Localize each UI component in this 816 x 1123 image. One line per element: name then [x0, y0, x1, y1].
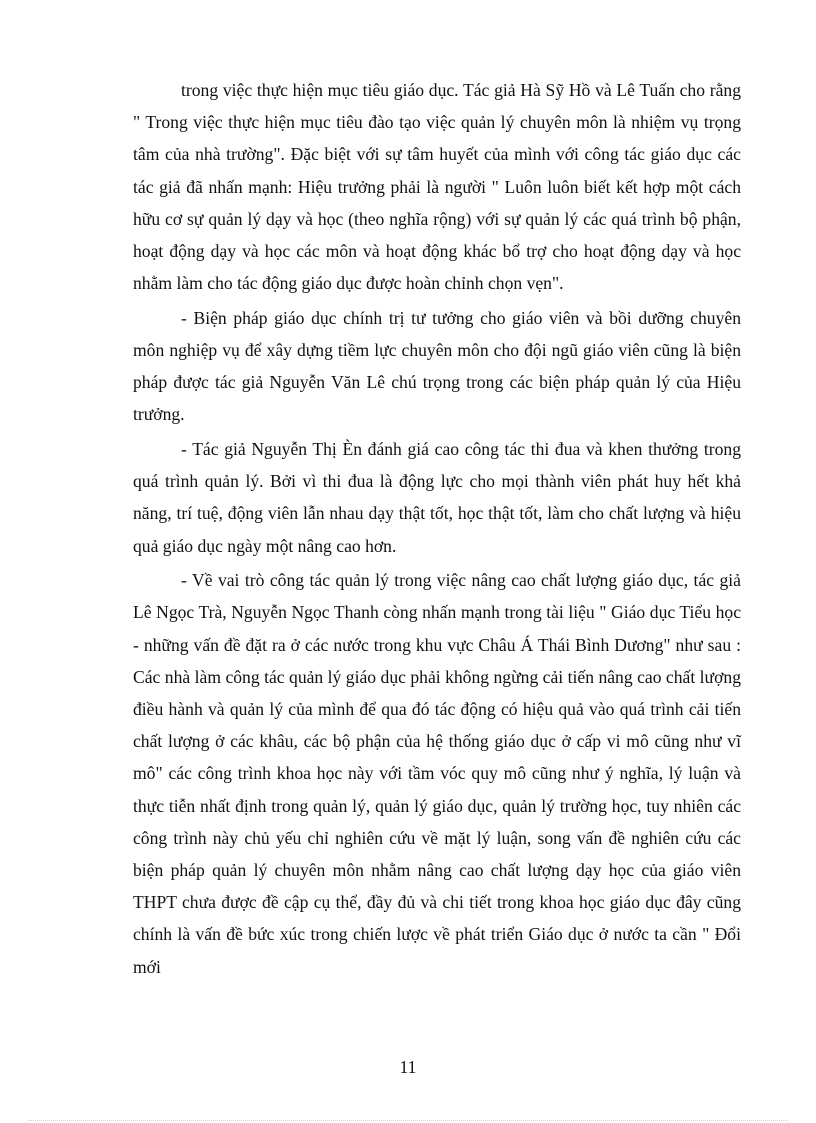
body-text — [133, 74, 741, 985]
paragraph-4: - Về vai trò công tác quản lý trong việc nâng cao chất lượng giáo dục, tác giả Lê Ngọc Trà, Nguyễn Ngọc Thanh còng nhấn mạnh trong tài liệu " Giáo dục Tiểu học - những vấn đề đặt ra ở các nước trong khu vực Châu Á Thái Bình Dương" như sau : Các nhà làm công tác quản lý giáo dục phải không ngừng cải tiến nâng cao chất lượng điều hành và quản lý của mình để qua đó tác động có hiệu quả vào quá trình cải tiến chất lượng ở các khâu, các bộ phận của hệ thống giáo dục ở cấp vi mô cũng như vĩ mô" các công trình khoa học này với tầm vóc quy mô cũng như ý nghĩa, lý luận và thực tiễn nhất định trong quản lý, quản lý giáo dục, quản lý trường học, tuy nhiên các công trình này chủ yếu chỉ nghiên cứu về mặt lý luận, song vấn đề nghiên cứu các biện pháp quản lý chuyên môn nhằm nâng cao chất lượng dạy học của giáo viên THPT chưa được đề cập cụ thể, đầy đủ và chi tiết trong khoa học giáo dục đây cũng chính là vấn đề bức xúc trong chiến lược về phát triển Giáo dục ở nước ta cần " Đổi mới — [133, 570, 741, 977]
paragraph-2: - Biện pháp giáo dục chính trị tư tưởng cho giáo viên và bồi dưỡng chuyên môn nghiệp vụ để xây dựng tiềm lực chuyên môn cho đội ngũ giáo viên cũng là biện pháp được tác giả Nguyễn Văn Lê chú trọng trong các biện pháp quản lý của Hiệu trưởng. — [133, 307, 741, 425]
page-bottom-edge — [28, 1120, 788, 1121]
page-number: 11 — [399, 1057, 417, 1077]
paragraph-3: - Tác giả Nguyễn Thị Èn đánh giá cao công tác thi đua và khen thưởng trong quá trình quản lý. Bởi vì thi đua là động lực cho mọi thành viên phát huy hết khả năng, trí tuệ, động viên lẫn nhau dạy thật tốt, học thật tốt, làm cho chất lượng và hiệu quả giáo dục ngày một nâng cao hơn. — [133, 439, 741, 556]
paragraph-1: trong việc thực hiện mục tiêu giáo dục. Tác giả Hà Sỹ Hồ và Lê Tuấn cho rằng " Trong việc thực hiện mục tiêu đào tạo việc quản lý chuyên môn là nhiệm vụ trọng tâm của nhà trường". Đặc biệt với sự tâm huyết của mình với công tác giáo dục các tác giả đã nhấn mạnh: Hiệu trưởng phải là người " Luôn luôn biết kết hợp một cách hữu cơ sự quản lý dạy và học (theo nghĩa rộng) với sự quản lý các quá trình bộ phận, hoạt động dạy và học các môn và hoạt động khác bổ trợ cho hoạt động dạy và học nhằm làm cho tác động giáo dục được hoàn chỉnh chọn vẹn". — [133, 80, 741, 294]
